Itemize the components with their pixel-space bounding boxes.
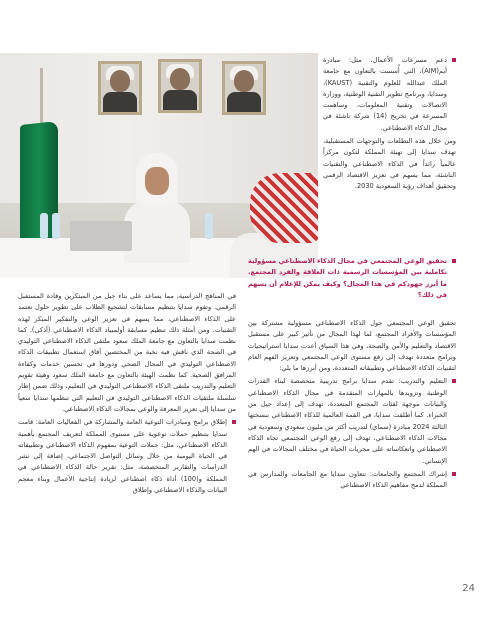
paragraph-text: إطلاق برامج ومبادرات التوعية العامة والمشاركة في الفعاليات العامة: قامت سدايا بتنظيم حملات توعوية على مستوى المملكة لتعريف المجتمع بأهمية الذكاء الاصطناعي، مثل: حملات التوعية بمفهوم الذكاء الاصطناعي وتطبيقاته في الحياة اليومية من خلال وسائل التواصل الاجتماعي، إضافة إلى نشر الدراسات والتقارير المتخصصة، مثل: تقرير حالة الذكاء الاصطناعي في المملكة و(100) أداة ذكاء اصطناعي لزيادة إنتاجية الأعمال وبناء معجم البيانات والذكاء الاصطناعي وإطلاق — [18, 418, 227, 495]
portrait-center — [158, 59, 202, 113]
bullet-paragraph — [248, 376, 456, 466]
section-heading — [248, 256, 456, 301]
portrait-right — [222, 61, 266, 115]
bullet-marker — [452, 58, 456, 62]
laptop — [70, 221, 132, 251]
portrait-left — [98, 61, 142, 115]
meeting-photo — [0, 53, 318, 278]
paragraph-text: ومن خلال هذه التطلعات والتوجهات المستقبلية، تهدف سدايا إلى تهيئة المملكة لتكون مركزاً عالمياً رائداً في الذكاء الاصطناعي والتقنيات الناشئة، مما يسهم في تعزيز الاقتصاد الرقمي وتحقيق أهداف رؤية السعودية 2030. — [323, 137, 456, 191]
paragraph-text: تحقيق الوعي المجتمعي حول الذكاء الاصطناعي مسؤولية مشتركة بين المؤسسات والأفراد المجتمع، لما لهذا المجال من تأثير كبير على مستقبل الاقتصاد والتعليم والأمن والصحة، وفي هذا السياق أعدت سدايا استراتيجيات وبرامج متعددة تهدف إلى رفع مستوى الوعي المجتمعي وتعزيز الفهم العام لتقنيات الذكاء الاصطناعي وتطبيقاته المتعددة، ومن أبرزها ما يلي: — [248, 319, 456, 373]
right-body-block — [248, 318, 456, 491]
paragraph-text: إشراك المجتمع والجامعات: تتعاون سدايا مع الجامعات والمدارس في المملكة لدمج مفاهيم الذكاء الاصطناعي — [248, 469, 447, 490]
water-bottle — [40, 213, 48, 239]
bullet-marker — [452, 379, 456, 383]
paragraph-text: في المناهج الدراسية، مما يساعد على بناء جيل من المبتكرين وقادة المستقبل الرقمي. وتقوم سدايا بتنظيم مسابقات لتشجيع الطلاب على تطوير حلول تعتمد على الذكاء الاصطناعي، مما يسهم في تعزيز الوعي والتفكير المبكر لهذه التقنيات. ومن أمثلة ذلك تنظيم مسابقة أولمبياد الذكاء الاصطناعي (أذكى). كما نظمت سدايا بالتعاون مع جامعة الملك سعود ملتقى الذكاء الاصطناعي التوليدي في الصحة الذي ناقش فيه نخبة من المختصين آفاق استعمال تطبيقات الذكاء الاصطناعي التوليدي في المجال الصحي ودورها في تحسين خدمات وكفاءة المرافق الصحية. كما نظمت الهيئة بالتعاون مع جامعة الملك سعود وهيئة تقويم التعليم والتدريب ملتقى الذكاء الاصطناعي التوليدي في التعليم، وذلك ضمن إطار سلسلة ملتقيات الذكاء الاصطناعي التوليدي في التعليم التي تنظمها سدايا سعياً من سدايا إلى تعزيز المعرفة والوعي بمجالات الذكاء الاصطناعي. — [18, 292, 236, 413]
bullet-marker — [452, 472, 456, 476]
paragraph-text: التعليم والتدريب: تقدم سدايا برامج تدريبية متخصصة لبناء القدرات الوطنية وتزويدها بالمهارات المتقدمة في مجال الذكاء الاصطناعي والبيانات موجهة لفئات المجتمع المتعددة، تهدف إلى إعداد جيل من الخبراء. كما أطلقت سدايا، في القمة العالمية للذكاء الاصطناعي بنسختها الثالثة 2024 مبادرة (سماي) لتدريب أكثر من مليون سعودي وسعودية في مجالات الذكاء الاصطناعي، تهدف إلى رفع الوعي المجتمعي تجاه الذكاء الاصطناعي وانعكاساته على مجريات الحياة في مختلف المجالات في الهم الإنساني. — [248, 377, 447, 465]
right-heading-block — [248, 256, 456, 301]
bullet-paragraph — [18, 417, 236, 496]
page-number: 24 — [462, 583, 475, 594]
bullet-marker — [232, 420, 236, 424]
paragraph-text: دعم مسرعات الأعمال، مثل: مبادرة أيم(AIM)، التي أُسست بالتعاون مع جامعة الملك عبدالله للعلوم والتقنية (KAUST)، وسدايا، وبرنامج تطوير التقنية الوطنية، ووزارة الاتصالات وتقنية المعلومات، وساهمت المسرعة في تخريج (14) شركة ناشئة في مجال الذكاء الاصطناعي. — [323, 56, 447, 132]
water-bottle — [205, 213, 213, 239]
heading-text: تحقيق الوعي المجتمعي في مجال الذكاء الاصطناعي مسؤولية تكاملية بين المؤسسات الرسمية ذات العلاقة والفرد المجتمع. ما أبرز جهودكم في هذا المجال؟ وكيف يمكن للإعلام أن يسهم في ذلك؟ — [248, 257, 447, 299]
water-bottle — [52, 213, 60, 239]
bullet-paragraph — [323, 55, 456, 134]
left-column-text — [18, 291, 236, 496]
bullet-marker — [452, 259, 456, 263]
bullet-paragraph — [248, 469, 456, 492]
right-top-text — [323, 55, 456, 193]
